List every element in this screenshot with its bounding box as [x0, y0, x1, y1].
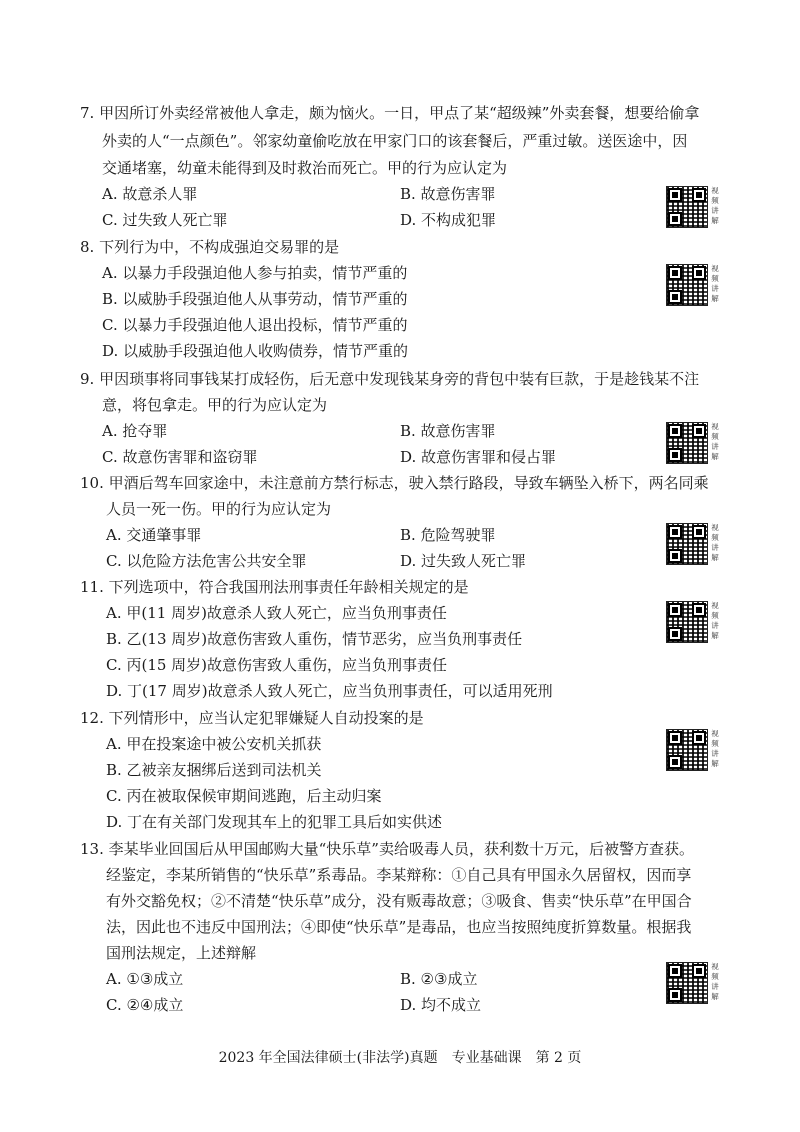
question-13-stem-line-1: 13. 李某毕业回国后从甲国邮购大量“快乐草”卖给吸毒人员，获利数十万元，后被警方查获。 [80, 840, 694, 858]
question-9-stem-line-2: 意，将包拿走。甲的行为应认定为 [102, 396, 328, 414]
question-11-option-c: C. 丙(15 周岁)故意伤害致人重伤，应当负刑事责任 [106, 656, 448, 674]
question-13-option-d: D. 均不成立 [400, 996, 482, 1014]
question-12-option-a: A. 甲在投案途中被公安机关抓获 [106, 735, 322, 753]
qr-code-icon[interactable] [666, 962, 708, 1004]
question-8-option-b: B. 以威胁手段强迫他人从事劳动，情节严重的 [102, 290, 408, 308]
question-7-option-c: C. 过失致人死亡罪 [102, 211, 228, 229]
question-10-stem-line-1: 10. 甲酒后驾车回家途中，未注意前方禁行标志，驶入禁行路段，导致车辆坠入桥下，两名同乘 [80, 474, 709, 492]
question-13-stem-line-3: 有外交豁免权；②不清楚“快乐草”成分，没有贩毒故意；③吸食、售卖“快乐草”在甲国合 [106, 892, 692, 910]
question-9-option-d: D. 故意伤害罪和侵占罪 [400, 448, 557, 466]
qr-code-icon[interactable] [666, 729, 708, 771]
question-11-option-a: A. 甲(11 周岁)故意杀人致人死亡，应当负刑事责任 [106, 604, 447, 622]
qr-video-label: 视频讲解 [711, 729, 719, 768]
qr-video-label: 视频讲解 [711, 264, 719, 303]
question-11-option-d: D. 丁(17 周岁)故意杀人致人死亡，应当负刑事责任，可以适用死刑 [106, 682, 553, 700]
question-11-stem-line-1: 11. 下列选项中，符合我国刑法刑事责任年龄相关规定的是 [80, 578, 469, 596]
question-11-option-b: B. 乙(13 周岁)故意伤害致人重伤，情节恶劣，应当负刑事责任 [106, 630, 523, 648]
question-12-option-c: C. 丙在被取保候审期间逃跑，后主动归案 [106, 787, 382, 805]
qr-video-label: 视频讲解 [711, 422, 719, 461]
question-8-option-a: A. 以暴力手段强迫他人参与拍卖，情节严重的 [102, 264, 408, 282]
qr-video-label: 视频讲解 [711, 601, 719, 640]
question-9-option-c: C. 故意伤害罪和盗窃罪 [102, 448, 258, 466]
question-9-option-a: A. 抢夺罪 [102, 422, 168, 440]
qr-code-icon[interactable] [666, 264, 708, 306]
page-footer: 2023 年全国法律硕士(非法学)真题 专业基础课 第 2 页 [218, 1050, 582, 1066]
question-12-option-d: D. 丁在有关部门发现其车上的犯罪工具后如实供述 [106, 813, 443, 831]
question-8-stem-line-1: 8. 下列行为中，不构成强迫交易罪的是 [80, 238, 340, 256]
question-8-option-d: D. 以威胁手段强迫他人收购债券，情节严重的 [102, 342, 409, 360]
qr-code-icon[interactable] [666, 186, 708, 228]
qr-code-icon[interactable] [666, 523, 708, 565]
question-7-option-d: D. 不构成犯罪 [400, 211, 497, 229]
question-13-stem-line-4: 法，因此也不违反中国刑法；④即使“快乐草”是毒品，也应当按照纯度折算数量。根据我 [106, 918, 692, 936]
question-7-stem-line-1: 7. 甲因所订外卖经常被他人拿走，颇为恼火。一日，甲点了某“超级辣”外卖套餐，想要给偷拿 [80, 104, 700, 122]
qr-video-label: 视频讲解 [711, 186, 719, 225]
question-10-option-d: D. 过失致人死亡罪 [400, 552, 527, 570]
question-7-option-a: A. 故意杀人罪 [102, 185, 198, 203]
question-10-option-b: B. 危险驾驶罪 [400, 526, 496, 544]
question-10-stem-line-2: 人员一死一伤。甲的行为应认定为 [106, 500, 332, 518]
question-13-option-b: B. ②③成立 [400, 970, 478, 988]
question-13-stem-line-2: 经鉴定，李某所销售的“快乐草”系毒品。李某辩称：①自己具有甲国永久居留权，因而享 [106, 866, 692, 884]
question-13-option-a: A. ①③成立 [106, 970, 184, 988]
question-7-stem-line-3: 交通堵塞，幼童未能得到及时救治而死亡。甲的行为应认定为 [102, 159, 508, 177]
question-12-option-b: B. 乙被亲友捆绑后送到司法机关 [106, 761, 322, 779]
qr-code-icon[interactable] [666, 422, 708, 464]
question-10-option-c: C. 以危险方法危害公共安全罪 [106, 552, 307, 570]
qr-video-label: 视频讲解 [711, 962, 719, 1001]
question-9-option-b: B. 故意伤害罪 [400, 422, 496, 440]
qr-video-label: 视频讲解 [711, 523, 719, 562]
question-7-stem-line-2: 外卖的人“一点颜色”。邻家幼童偷吃放在甲家门口的该套餐后，严重过敏。送医途中，因 [102, 132, 688, 150]
question-10-option-a: A. 交通肇事罪 [106, 526, 202, 544]
qr-code-icon[interactable] [666, 601, 708, 643]
question-9-stem-line-1: 9. 甲因琐事将同事钱某打成轻伤，后无意中发现钱某身旁的背包中装有巨款，于是趁钱某不注 [80, 370, 700, 388]
question-7-option-b: B. 故意伤害罪 [400, 185, 496, 203]
question-12-stem-line-1: 12. 下列情形中，应当认定犯罪嫌疑人自动投案的是 [80, 709, 424, 727]
question-13-stem-line-5: 国刑法规定，上述辩解 [106, 944, 257, 962]
question-8-option-c: C. 以暴力手段强迫他人退出投标，情节严重的 [102, 316, 408, 334]
question-13-option-c: C. ②④成立 [106, 996, 184, 1014]
